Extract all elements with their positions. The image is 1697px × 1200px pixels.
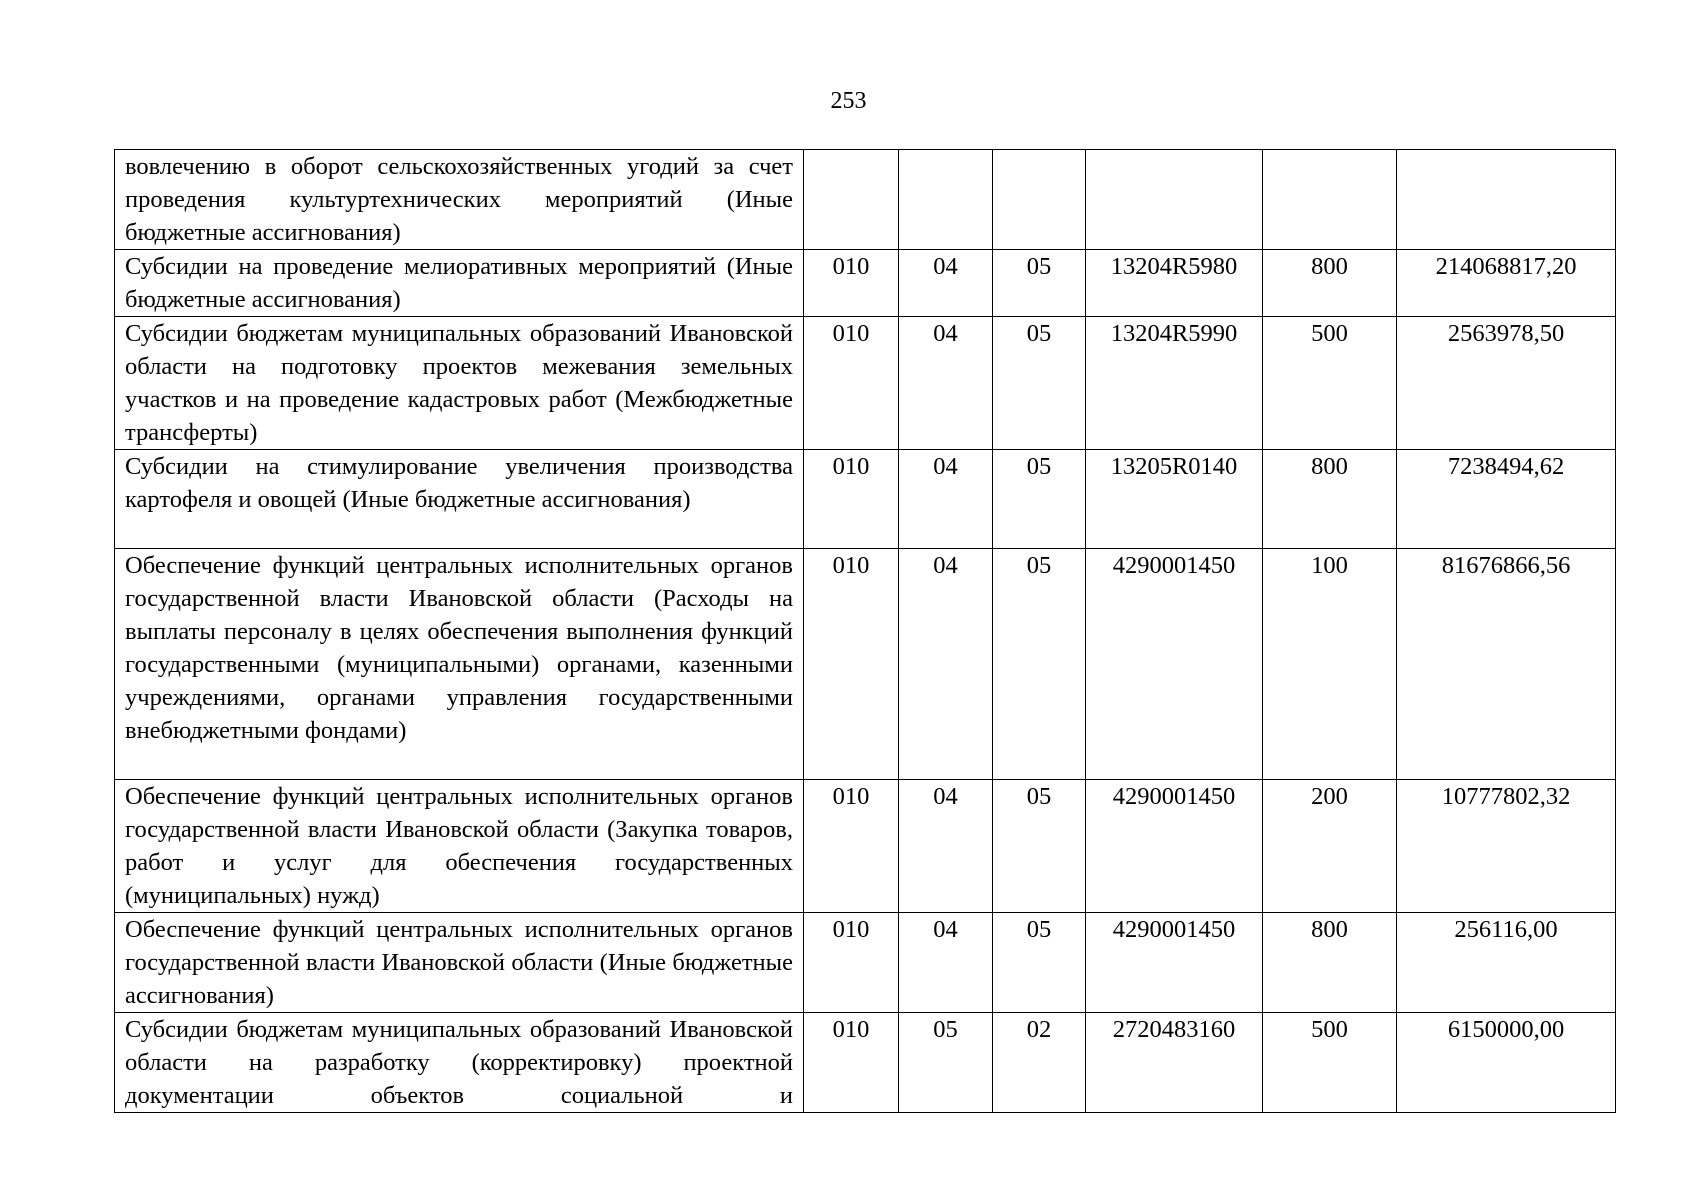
section-code bbox=[899, 150, 993, 250]
expense-type-code: 800 bbox=[1263, 913, 1397, 1013]
expense-type-code: 500 bbox=[1263, 1013, 1397, 1113]
target-article-code: 13205R0140 bbox=[1086, 450, 1263, 549]
amount bbox=[1397, 150, 1616, 250]
grbs-code: 010 bbox=[804, 549, 899, 780]
section-code: 04 bbox=[899, 780, 993, 913]
subsection-code: 02 bbox=[993, 1013, 1086, 1113]
row-description: Обеспечение функций центральных исполнительных органов государственной власти Ивановской области (Иные бюджетные ассигнования) bbox=[115, 913, 804, 1013]
subsection-code: 05 bbox=[993, 780, 1086, 913]
amount: 6150000,00 bbox=[1397, 1013, 1616, 1113]
grbs-code: 010 bbox=[804, 317, 899, 450]
subsection-code: 05 bbox=[993, 913, 1086, 1013]
amount: 256116,00 bbox=[1397, 913, 1616, 1013]
grbs-code: 010 bbox=[804, 250, 899, 317]
expense-type-code: 800 bbox=[1263, 250, 1397, 317]
table-row bbox=[115, 780, 1616, 913]
row-description: Обеспечение функций центральных исполнительных органов государственной власти Ивановской области (Расходы на выплаты персоналу в целях обеспечения выполнения функций государственными (муниципальными) органами, казенными учреждениями, органами управления государственными внебюджетными фондами) bbox=[115, 549, 804, 780]
subsection-code: 05 bbox=[993, 450, 1086, 549]
amount: 81676866,56 bbox=[1397, 549, 1616, 780]
target-article-code: 13204R5980 bbox=[1086, 250, 1263, 317]
target-article-code bbox=[1086, 150, 1263, 250]
table-row bbox=[115, 450, 1616, 549]
grbs-code: 010 bbox=[804, 1013, 899, 1113]
amount: 10777802,32 bbox=[1397, 780, 1616, 913]
section-code: 04 bbox=[899, 549, 993, 780]
subsection-code: 05 bbox=[993, 250, 1086, 317]
table-row bbox=[115, 913, 1616, 1013]
amount: 7238494,62 bbox=[1397, 450, 1616, 549]
grbs-code: 010 bbox=[804, 913, 899, 1013]
grbs-code: 010 bbox=[804, 450, 899, 549]
target-article-code: 4290001450 bbox=[1086, 780, 1263, 913]
section-code: 05 bbox=[899, 1013, 993, 1113]
grbs-code bbox=[804, 150, 899, 250]
target-article-code: 4290001450 bbox=[1086, 549, 1263, 780]
section-code: 04 bbox=[899, 450, 993, 549]
expense-type-code: 800 bbox=[1263, 450, 1397, 549]
target-article-code: 13204R5990 bbox=[1086, 317, 1263, 450]
table-row bbox=[115, 250, 1616, 317]
row-description: Субсидии бюджетам муниципальных образований Ивановской области на подготовку проектов межевания земельных участков и на проведение кадастровых работ (Межбюджетные трансферты) bbox=[115, 317, 804, 450]
table-row bbox=[115, 150, 1616, 250]
row-description: Обеспечение функций центральных исполнительных органов государственной власти Ивановской области (Закупка товаров, работ и услуг для обеспечения государственных (муниципальных) нужд) bbox=[115, 780, 804, 913]
table-row bbox=[115, 317, 1616, 450]
expense-type-code: 100 bbox=[1263, 549, 1397, 780]
grbs-code: 010 bbox=[804, 780, 899, 913]
target-article-code: 2720483160 bbox=[1086, 1013, 1263, 1113]
table-row bbox=[115, 549, 1616, 780]
table-row bbox=[115, 1013, 1616, 1113]
subsection-code bbox=[993, 150, 1086, 250]
expense-type-code: 200 bbox=[1263, 780, 1397, 913]
page-number: 253 bbox=[830, 88, 867, 114]
section-code: 04 bbox=[899, 913, 993, 1013]
subsection-code: 05 bbox=[993, 317, 1086, 450]
section-code: 04 bbox=[899, 250, 993, 317]
subsection-code: 05 bbox=[993, 549, 1086, 780]
row-description: Субсидии на проведение мелиоративных мероприятий (Иные бюджетные ассигнования) bbox=[115, 250, 804, 317]
expense-type-code: 500 bbox=[1263, 317, 1397, 450]
section-code: 04 bbox=[899, 317, 993, 450]
expense-type-code bbox=[1263, 150, 1397, 250]
row-description: вовлечению в оборот сельскохозяйственных угодий за счет проведения культуртехнических мероприятий (Иные бюджетные ассигнования) bbox=[115, 150, 804, 250]
amount: 2563978,50 bbox=[1397, 317, 1616, 450]
budget-table bbox=[114, 149, 1616, 1113]
amount: 214068817,20 bbox=[1397, 250, 1616, 317]
row-description: Субсидии на стимулирование увеличения производства картофеля и овощей (Иные бюджетные ассигнования) bbox=[115, 450, 804, 549]
row-description: Субсидии бюджетам муниципальных образований Ивановской области на разработку (корректировку) проектной документации объектов социальной и bbox=[115, 1013, 804, 1113]
target-article-code: 4290001450 bbox=[1086, 913, 1263, 1013]
